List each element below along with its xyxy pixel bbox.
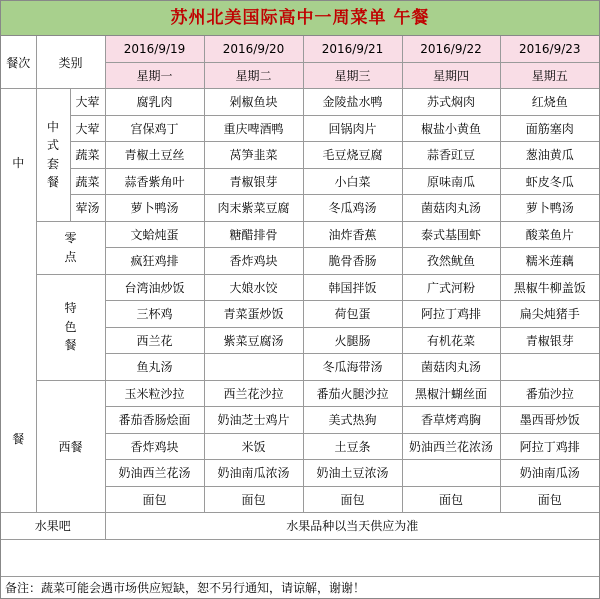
menu-item-cell: 西兰花沙拉 [204,380,303,407]
menu-item-cell: 广式河粉 [402,274,500,301]
menu-item-cell: 台湾油炒饭 [105,274,204,301]
menu-item-cell: 蒜香紫角叶 [105,168,204,195]
menu-item-cell: 美式热狗 [303,407,402,434]
meal-label-top: 中 [12,155,25,170]
menu-item-cell: 番茄火腿沙拉 [303,380,402,407]
menu-item-cell: 酸菜鱼片 [500,221,599,248]
weekday-header: 星期二 [204,62,303,89]
menu-item-cell: 金陵盐水鸭 [303,89,402,116]
subcategory-label: 荤汤 [70,195,105,222]
menu-item-cell: 香炸鸡块 [105,433,204,460]
menu-item-cell: 奶油南瓜浓汤 [204,460,303,487]
menu-item-cell: 香草烤鸡胸 [402,407,500,434]
weekday-header: 星期一 [105,62,204,89]
menu-item-cell: 泰式基围虾 [402,221,500,248]
menu-item-cell: 黑椒牛柳盖饭 [500,274,599,301]
menu-item-cell: 米饭 [204,433,303,460]
menu-item-cell: 青椒银芽 [204,168,303,195]
subcategory-label: 蔬菜 [70,142,105,169]
meal-column-header: 餐次 [1,36,36,89]
menu-item-cell: 奶油芝士鸡片 [204,407,303,434]
menu-item-cell: 荷包蛋 [303,301,402,328]
menu-item-cell [402,460,500,487]
menu-item-cell: 萝卜鸭汤 [500,195,599,222]
menu-item-cell: 香炸鸡块 [204,248,303,275]
menu-item-cell: 西兰花 [105,327,204,354]
menu-item-cell: 冬瓜海带汤 [303,354,402,381]
table-row [1,195,599,222]
menu-item-cell: 莴笋韭菜 [204,142,303,169]
menu-item-cell: 毛豆烧豆腐 [303,142,402,169]
table-row [1,142,599,169]
menu-item-cell: 青椒银芽 [500,327,599,354]
menu-item-cell: 三杯鸡 [105,301,204,328]
weekday-header: 星期三 [303,62,402,89]
menu-item-cell: 面包 [303,486,402,513]
menu-item-cell: 小白菜 [303,168,402,195]
menu-item-cell: 青菜蛋炒饭 [204,301,303,328]
fruit-row [1,513,599,540]
group-label-chinese-set [36,89,70,222]
menu-item-cell: 糖醋排骨 [204,221,303,248]
table-row [1,115,599,142]
menu-table [1,36,599,540]
menu-item-cell: 重庆啤酒鸭 [204,115,303,142]
subcategory-label: 蔬菜 [70,168,105,195]
footnote: 备注：蔬菜可能会遇市场供应短缺，恕不另行通知，请谅解，谢谢！ [1,576,599,598]
menu-item-cell: 肉末紫菜豆腐 [204,195,303,222]
menu-item-cell: 奶油西兰花浓汤 [402,433,500,460]
date-header: 2016/9/23 [500,36,599,62]
header-row [1,36,599,62]
menu-item-cell: 面包 [500,486,599,513]
group-label-western: 西餐 [36,380,105,513]
menu-item-cell: 面包 [204,486,303,513]
category-column-header: 类别 [36,36,105,89]
date-header: 2016/9/22 [402,36,500,62]
menu-item-cell: 孜然鱿鱼 [402,248,500,275]
menu-item-cell: 剁椒鱼块 [204,89,303,116]
menu-item-cell: 面包 [105,486,204,513]
menu-item-cell: 原味南瓜 [402,168,500,195]
group-label-special-text: 特色餐 [64,301,77,353]
menu-item-cell [500,354,599,381]
menu-item-cell [204,354,303,381]
menu-item-cell: 有机花菜 [402,327,500,354]
table-row [1,380,599,407]
menu-item-cell: 葱油黄瓜 [500,142,599,169]
meal-label [1,89,36,513]
group-label-snacks-text: 零点 [64,230,77,264]
menu-item-cell: 疯狂鸡排 [105,248,204,275]
meal-label-bottom: 餐 [12,432,25,447]
menu-item-cell: 玉米粒沙拉 [105,380,204,407]
menu-item-cell: 扁尖炖猪手 [500,301,599,328]
table-row [1,274,599,301]
date-header: 2016/9/19 [105,36,204,62]
menu-item-cell: 青椒土豆丝 [105,142,204,169]
menu-item-cell: 火腿肠 [303,327,402,354]
menu-item-cell: 阿拉丁鸡排 [402,301,500,328]
menu-item-cell: 奶油土豆浓汤 [303,460,402,487]
menu-item-cell: 韩国拌饭 [303,274,402,301]
table-row [1,168,599,195]
weekday-header: 星期五 [500,62,599,89]
page-title: 苏州北美国际高中一周菜单 午餐 [1,1,599,36]
menu-item-cell: 回锅肉片 [303,115,402,142]
menu-item-cell: 菌菇肉丸汤 [402,354,500,381]
menu-item-cell: 油炸香蕉 [303,221,402,248]
menu-item-cell: 萝卜鸭汤 [105,195,204,222]
menu-item-cell: 冬瓜鸡汤 [303,195,402,222]
menu-item-cell: 鱼丸汤 [105,354,204,381]
table-row [1,89,599,116]
weekday-header: 星期四 [402,62,500,89]
menu-item-cell: 番茄香肠烩面 [105,407,204,434]
menu-item-cell: 脆骨香肠 [303,248,402,275]
menu-item-cell: 阿拉丁鸡排 [500,433,599,460]
menu-item-cell: 墨西哥炒饭 [500,407,599,434]
menu-item-cell: 红烧鱼 [500,89,599,116]
group-label-fruit-bar: 水果吧 [1,513,105,540]
subcategory-label: 大荤 [70,89,105,116]
menu-item-cell: 紫菜豆腐汤 [204,327,303,354]
menu-item-cell: 黑椒汁蝴丝面 [402,380,500,407]
menu-item-cell: 面包 [402,486,500,513]
menu-item-cell: 蒜香豇豆 [402,142,500,169]
subcategory-label: 大荤 [70,115,105,142]
menu-item-cell: 奶油南瓜汤 [500,460,599,487]
menu-item-cell: 宫保鸡丁 [105,115,204,142]
menu-item-cell: 番茄沙拉 [500,380,599,407]
fruit-note-cell: 水果品种以当天供应为准 [105,513,599,540]
date-header: 2016/9/20 [204,36,303,62]
menu-item-cell: 虾皮冬瓜 [500,168,599,195]
group-label-special [36,274,105,380]
group-label-snacks [36,221,105,274]
table-row [1,221,599,248]
menu-item-cell: 奶油西兰花汤 [105,460,204,487]
menu-item-cell: 糯米莲藕 [500,248,599,275]
meal-label-wrap [1,89,36,512]
group-label-chinese-set-text: 中式套餐 [46,119,59,190]
menu-item-cell: 文蛤炖蛋 [105,221,204,248]
menu-item-cell: 大娘水饺 [204,274,303,301]
menu-item-cell: 苏式焖肉 [402,89,500,116]
menu-item-cell: 菌菇肉丸汤 [402,195,500,222]
menu-item-cell: 腐乳肉 [105,89,204,116]
menu-item-cell: 土豆条 [303,433,402,460]
menu-item-cell: 面筋塞肉 [500,115,599,142]
menu-item-cell: 椒盐小黄鱼 [402,115,500,142]
date-header: 2016/9/21 [303,36,402,62]
